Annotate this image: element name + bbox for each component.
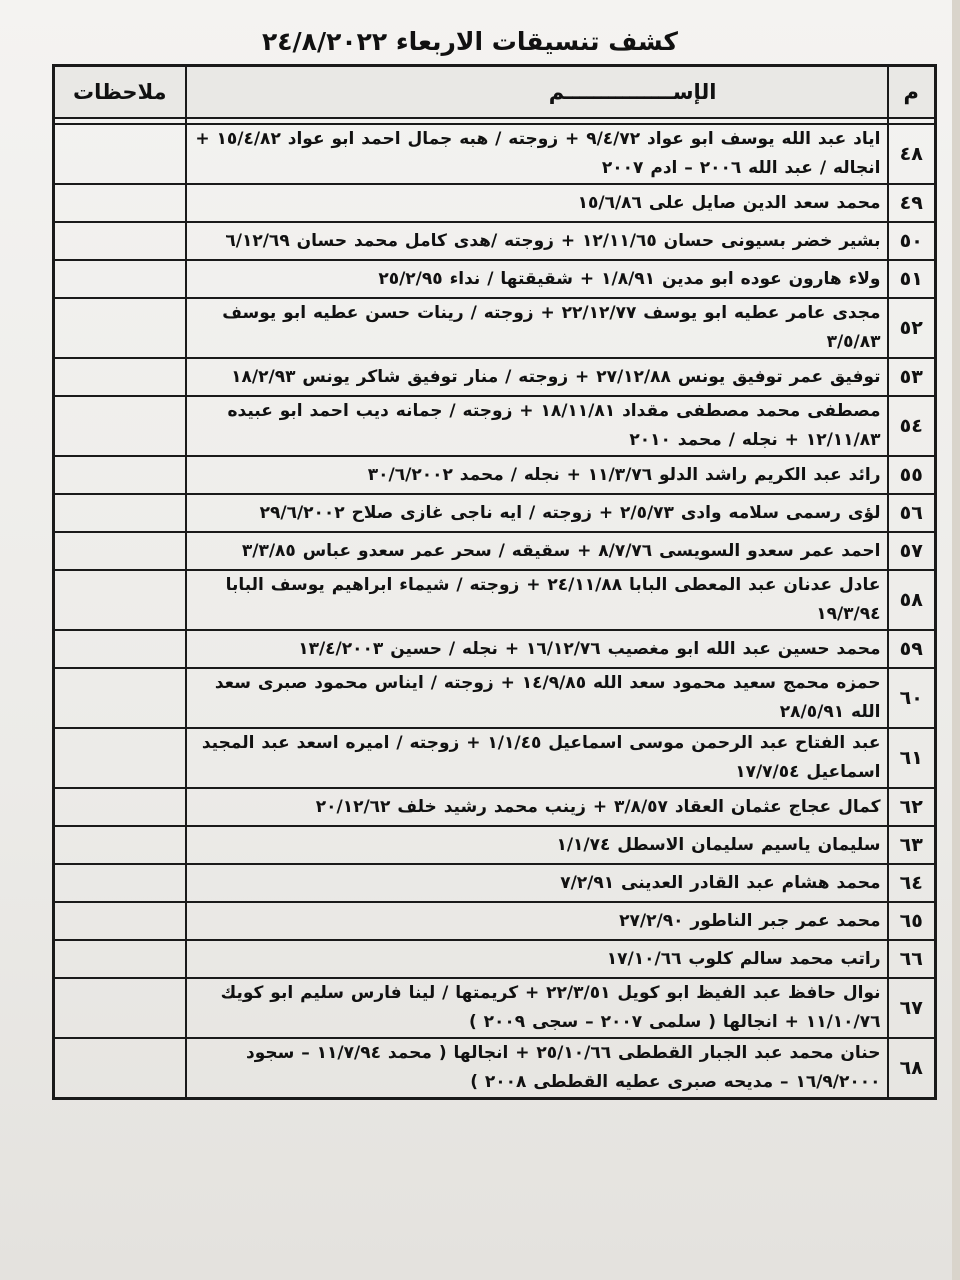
row-number: ٥٢ [888,298,936,358]
table-row [54,788,936,826]
row-number: ٥٣ [888,358,936,396]
row-number: ٦٥ [888,902,936,940]
row-name: مجدى عامر عطيه ابو يوسف ٢٢/١٢/٧٧ + زوجته / رينات حسن عطيه ابو يوسف ٣/٥/٨٣ [186,298,888,358]
row-number: ٤٨ [888,124,936,184]
table-row [54,902,936,940]
row-name: محمد سعد الدين صايل على ١٥/٦/٨٦ [186,184,888,222]
row-number: ٥٦ [888,494,936,532]
row-number: ٥٨ [888,570,936,630]
table-row [54,298,936,358]
table-row [54,184,936,222]
row-notes [54,124,186,184]
row-name: توفيق عمر توفيق يونس ٢٧/١٢/٨٨ + زوجته / منار توفيق شاكر يونس ١٨/٢/٩٣ [186,358,888,396]
row-number: ٦٨ [888,1038,936,1099]
row-notes [54,222,186,260]
row-notes [54,260,186,298]
row-notes [54,298,186,358]
table-row [54,260,936,298]
row-name: احمد عمر سعدو السويسى ٨/٧/٧٦ + سقيقه / سحر عمر سعدو عباس ٣/٣/٨٥ [186,532,888,570]
row-notes [54,978,186,1038]
header-row [54,66,936,119]
row-name: رائد عبد الكريم راشد الدلو ١١/٣/٧٦ + نجله / محمد ٣٠/٦/٢٠٠٢ [186,456,888,494]
row-name: محمد هشام عبد القادر العدينى ٧/٢/٩١ [186,864,888,902]
table-row [54,570,936,630]
row-notes [54,184,186,222]
row-name: عبد الفتاح عبد الرحمن موسى اسماعيل ١/١/٤٥ + زوجته / اميره اسعد عبد المجيد اسماعيل ١٧/٧/٥٤ [186,728,888,788]
row-name: مصطفى محمد مصطفى مقداد ١٨/١١/٨١ + زوجته / جمانه ديب احمد ابو عبيده ١٢/١١/٨٣ + نجله / محمد ٢٠١٠ [186,396,888,456]
row-number: ٦٤ [888,864,936,902]
table-row [54,222,936,260]
table-row [54,396,936,456]
names-table [52,64,937,1100]
row-number: ٦٢ [888,788,936,826]
row-number: ٦٠ [888,668,936,728]
page-title: كشف تنسيقات الاربعاء ٢٤/٨/٢٠٢٢ [262,27,678,56]
table-row [54,940,936,978]
table-row [54,668,936,728]
row-number: ٥٧ [888,532,936,570]
row-name: كمال عجاج عثمان العقاد ٣/٨/٥٧ + زينب محمد رشيد خلف ٢٠/١٢/٦٢ [186,788,888,826]
row-number: ٥٤ [888,396,936,456]
row-number: ٦١ [888,728,936,788]
row-number: ٦٧ [888,978,936,1038]
row-notes [54,728,186,788]
row-notes [54,788,186,826]
row-name: سليمان ياسيم سليمان الاسطل ١/١/٧٤ [186,826,888,864]
row-name: راتب محمد سالم كلوب ١٧/١٠/٦٦ [186,940,888,978]
row-name: ولاء هارون عوده ابو مدين ١/٨/٩١ + شقيقتها / نداء ٢٥/٢/٩٥ [186,260,888,298]
table-row [54,630,936,668]
row-notes [54,864,186,902]
table-row [54,864,936,902]
table-row [54,358,936,396]
row-number: ٦٣ [888,826,936,864]
row-notes [54,532,186,570]
table-body [54,118,936,1099]
table-row [54,1038,936,1099]
row-name: محمد حسين عبد الله ابو مغصيب ١٦/١٢/٧٦ + نجله / حسين ١٣/٤/٢٠٠٣ [186,630,888,668]
row-notes [54,668,186,728]
row-number: ٦٦ [888,940,936,978]
row-number: ٥٠ [888,222,936,260]
row-notes [54,1038,186,1099]
table-row [54,456,936,494]
row-notes [54,902,186,940]
row-notes [54,630,186,668]
table-row [54,532,936,570]
row-number: ٥١ [888,260,936,298]
row-name: حنان محمد عبد الجبار القططى ٢٥/١٠/٦٦ + انجالها ( محمد ١١/٧/٩٤ – سجود ١٦/٩/٢٠٠٠ – مديحه صبرى عطيه القططى ٢٠٠٨ ) [186,1038,888,1099]
row-name: اياد عبد الله يوسف ابو عواد ٩/٤/٧٢ + زوجته / هبه جمال احمد ابو عواد ١٥/٤/٨٢ + انجاله / عبد الله ٢٠٠٦ – ادم ٢٠٠٧ [186,124,888,184]
row-name: بشير خضر بسيونى حسان ١٢/١١/٦٥ + زوجته /هدى كامل محمد حسان ٦/١٢/٦٩ [186,222,888,260]
row-number: ٤٩ [888,184,936,222]
table-row [54,494,936,532]
table-row [54,978,936,1038]
table-row [54,728,936,788]
row-number: ٥٩ [888,630,936,668]
row-name: محمد عمر جبر الناطور ٢٧/٢/٩٠ [186,902,888,940]
table-row [54,124,936,184]
row-notes [54,456,186,494]
row-notes [54,570,186,630]
row-name: لؤى رسمى سلامه وادى ٢/٥/٧٣ + زوجته / ايه ناجى غازى صلاح ٢٩/٦/٢٠٠٢ [186,494,888,532]
header-name: الإســـــــــــــــم [186,66,888,119]
row-notes [54,396,186,456]
row-name: عادل عدنان عبد المعطى البابا ٢٤/١١/٨٨ + زوجته / شيماء ابراهيم يوسف البابا ١٩/٣/٩٤ [186,570,888,630]
row-number: ٥٥ [888,456,936,494]
row-name: نوال حافظ عبد الفيظ ابو كويل ٢٢/٣/٥١ + كريمتها / لينا فارس سليم ابو كويك ١١/١٠/٧٦ + انجالها ( سلمى ٢٠٠٧ – سجى ٢٠٠٩ ) [186,978,888,1038]
table-row [54,826,936,864]
row-notes [54,494,186,532]
row-notes [54,940,186,978]
row-notes [54,826,186,864]
header-number: م [888,66,936,119]
row-notes [54,358,186,396]
row-name: حمزه محمج سعيد محمود سعد الله ١٤/٩/٨٥ + زوجته / ايناس محمود صبرى سعد الله ٢٨/٥/٩١ [186,668,888,728]
header-notes: ملاحظات [54,66,186,119]
